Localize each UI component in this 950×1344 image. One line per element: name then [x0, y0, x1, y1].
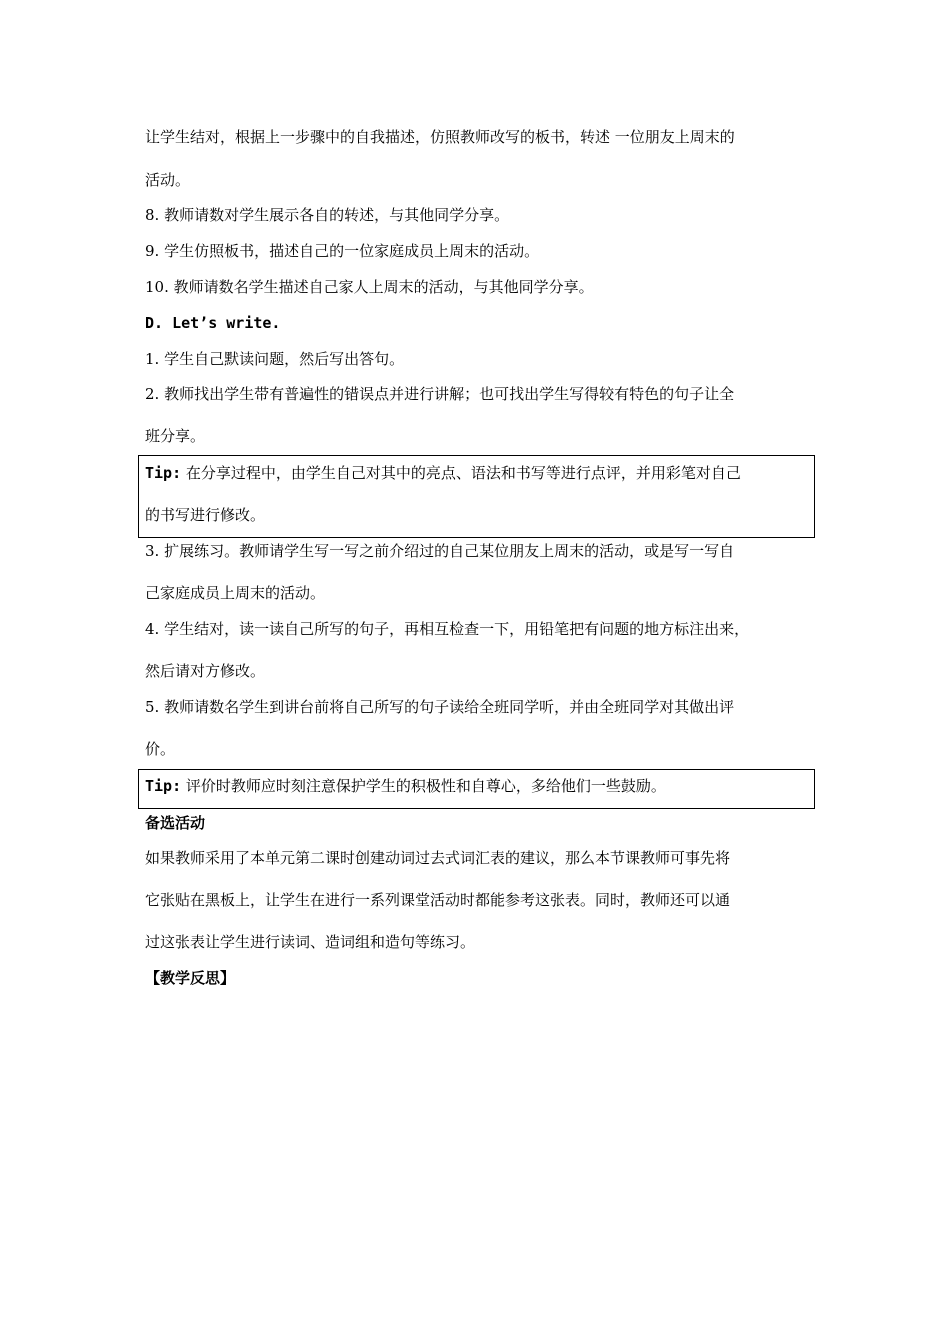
tip-label: Tip:: [145, 464, 182, 482]
list-item-d5: 5. 教师请数名学生到讲台前将自己所写的句子读给全班同学听，并由全班同学对其做出评: [145, 698, 735, 716]
list-item-d3: 3. 扩展练习。教师请学生写一写之前介绍过的自己某位朋友上周末的活动，或是写一写自: [145, 542, 735, 560]
list-item-d3-continued: 己家庭成员上周末的活动。: [145, 584, 326, 602]
paragraph-line: 活动。: [145, 171, 191, 189]
paragraph-line: 让学生结对，根据上一步骤中的自我描述，仿照教师改写的板书，转述 一位朋友上周末的: [145, 128, 735, 146]
list-item-d5-continued: 价。: [145, 740, 176, 758]
paragraph-line: 如果教师采用了本单元第二课时创建动词过去式词汇表的建议，那么本节课教师可事先将: [145, 849, 731, 867]
paragraph-line: 过这张表让学生进行读词、造词组和造句等练习。: [145, 933, 476, 951]
list-item-9: 9. 学生仿照板书，描述自己的一位家庭成员上周末的活动。: [145, 242, 540, 260]
list-item-d2: 2. 教师找出学生带有普遍性的错误点并进行讲解；也可找出学生写得较有特色的句子让全: [145, 385, 735, 403]
alternative-activity-heading: 备选活动: [145, 814, 206, 832]
tip-text: 评价时教师应时刻注意保护学生的积极性和自尊心，多给他们一些鼓励。: [181, 777, 666, 795]
paragraph-line: 它张贴在黑板上，让学生在进行一系列课堂活动时都能参考这张表。同时，教师还可以通: [145, 891, 731, 909]
tip-line: [145, 463, 815, 483]
tip-label: Tip:: [145, 777, 182, 795]
list-item-8: 8. 教师请数对学生展示各自的转述，与其他同学分享。: [145, 206, 510, 224]
tip-line: 的书写进行修改。: [145, 506, 266, 524]
list-item-d4: 4. 学生结对，读一读自己所写的句子，再相互检查一下，用铅笔把有问题的地方标注出来，: [145, 620, 750, 638]
tip-line: [145, 776, 815, 796]
list-item-d2-continued: 班分享。: [145, 427, 206, 445]
teaching-reflection-heading: 【教学反思】: [145, 969, 236, 987]
list-item-d4-continued: 然后请对方修改。: [145, 662, 266, 680]
list-item-d1: 1. 学生自己默读问题，然后写出答句。: [145, 350, 405, 368]
list-item-10: 10. 教师请数名学生描述自己家人上周末的活动，与其他同学分享。: [145, 278, 594, 296]
section-heading-lets-write: D. Let’s write.: [145, 314, 281, 332]
tip-text: 在分享过程中，由学生自己对其中的亮点、语法和书写等进行点评，并用彩笔对自己: [181, 464, 741, 482]
